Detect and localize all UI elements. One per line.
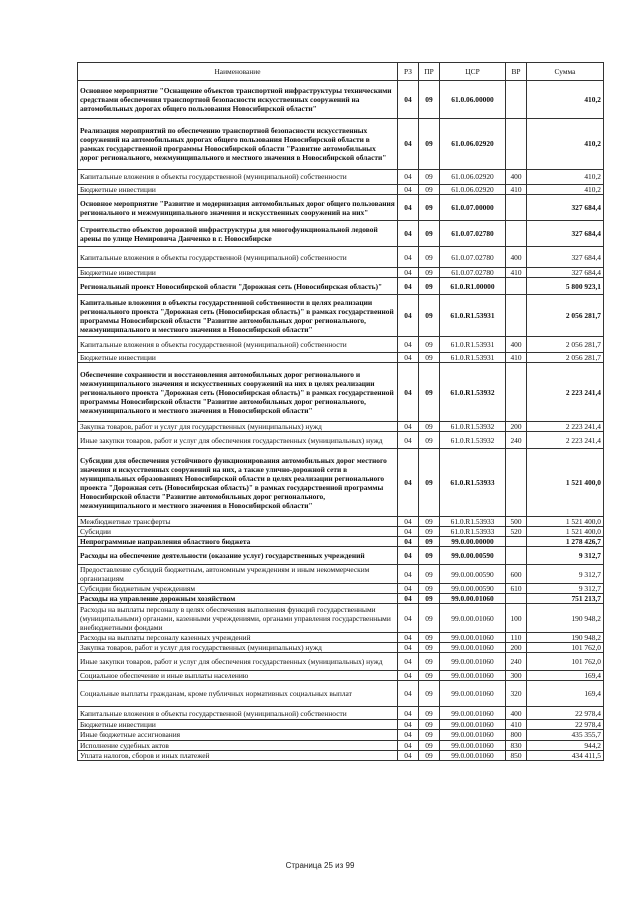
row-rz: 04: [398, 707, 419, 720]
row-csr: 61.0.07.02780: [440, 247, 506, 268]
row-csr: 99.0.00.00590: [440, 584, 506, 594]
table-row: [78, 527, 604, 537]
row-rz: 04: [398, 750, 419, 760]
row-csr: 61.0.R1.53931: [440, 337, 506, 353]
row-rz: 04: [398, 720, 419, 730]
table-row: [78, 633, 604, 643]
row-vr: 410: [506, 720, 527, 730]
row-rz: 04: [398, 185, 419, 195]
row-name: Капитальные вложения в объекты государственной (муниципальной) собственности: [78, 707, 398, 720]
row-sum: 434 411,5: [527, 750, 604, 760]
row-vr: 400: [506, 707, 527, 720]
row-sum: 410,2: [527, 81, 604, 119]
row-csr: 61.0.R1.53931: [440, 295, 506, 337]
row-sum: 22 978,4: [527, 707, 604, 720]
row-pr: 09: [419, 565, 440, 584]
row-pr: 09: [419, 681, 440, 707]
row-name: Расходы на выплаты персоналу в целях обеспечения выполнения функций государственными (муниципальными) органами, казенными учреждениями, органами управления государственными внебюджетными фондами: [78, 604, 398, 633]
row-csr: 99.0.00.01060: [440, 643, 506, 653]
row-vr: 200: [506, 422, 527, 432]
row-rz: 04: [398, 195, 419, 221]
table-row: [78, 671, 604, 681]
row-rz: 04: [398, 537, 419, 547]
row-name: Иные закупки товаров, работ и услуг для обеспечения государственных (муниципальных) нужд: [78, 432, 398, 449]
row-pr: 09: [419, 195, 440, 221]
table-row: [78, 643, 604, 653]
table-row: [78, 185, 604, 195]
row-vr: [506, 295, 527, 337]
row-vr: [506, 449, 527, 517]
row-name: Иные бюджетные ассигнования: [78, 730, 398, 740]
row-sum: 101 762,0: [527, 643, 604, 653]
row-sum: 101 762,0: [527, 653, 604, 671]
row-vr: 410: [506, 353, 527, 363]
row-sum: 190 948,2: [527, 604, 604, 633]
row-name: Капитальные вложения в объекты государственной (муниципальной) собственности: [78, 337, 398, 353]
row-pr: 09: [419, 363, 440, 422]
row-rz: 04: [398, 432, 419, 449]
row-rz: 04: [398, 81, 419, 119]
row-name: Капитальные вложения в объекты государственной (муниципальной) собственности: [78, 170, 398, 185]
row-sum: 1 521 400,0: [527, 527, 604, 537]
row-name: Бюджетные инвестиции: [78, 185, 398, 195]
row-pr: 09: [419, 584, 440, 594]
table-row: [78, 537, 604, 547]
row-vr: [506, 547, 527, 565]
row-vr: 410: [506, 268, 527, 278]
row-pr: 09: [419, 517, 440, 527]
row-pr: 09: [419, 547, 440, 565]
row-pr: 09: [419, 671, 440, 681]
table-row: [78, 170, 604, 185]
row-name: Закупка товаров, работ и услуг для государственных (муниципальных) нужд: [78, 643, 398, 653]
header-rz: РЗ: [398, 63, 419, 81]
row-name: Уплата налогов, сборов и иных платежей: [78, 750, 398, 760]
row-vr: [506, 221, 527, 247]
row-name: Капитальные вложения в объекты государственной (муниципальной) собственности: [78, 247, 398, 268]
row-sum: 1 521 400,0: [527, 449, 604, 517]
row-rz: 04: [398, 278, 419, 295]
row-pr: 09: [419, 185, 440, 195]
row-pr: 09: [419, 247, 440, 268]
row-pr: 09: [419, 707, 440, 720]
row-rz: 04: [398, 671, 419, 681]
row-sum: 1 521 400,0: [527, 517, 604, 527]
row-pr: 09: [419, 353, 440, 363]
table-row: [78, 119, 604, 170]
row-rz: 04: [398, 594, 419, 604]
row-csr: 61.0.06.02920: [440, 185, 506, 195]
table-row: [78, 584, 604, 594]
table-row: [78, 740, 604, 750]
row-name: Субсидии для обеспечения устойчивого функционирования автомобильных дорог местного значения и искусственных сооружений на них, а также улично-дорожной сети в муниципальных образованиях Новосибирской области в целях реализации регионального проекта "Дорожная сеть (Новосибирская область)" в рамках государственной программы Новосибирской области "Развитие автомобильных дорог регионального, межмуниципального и местного значения в Новосибирской области": [78, 449, 398, 517]
row-sum: 22 978,4: [527, 720, 604, 730]
table-row: [78, 681, 604, 707]
row-csr: 61.0.07.02780: [440, 268, 506, 278]
row-csr: 99.0.00.01060: [440, 653, 506, 671]
table-row: [78, 195, 604, 221]
table-row: [78, 750, 604, 760]
row-sum: 410,2: [527, 119, 604, 170]
row-sum: 9 312,7: [527, 547, 604, 565]
row-csr: 61.0.06.02920: [440, 170, 506, 185]
row-csr: 99.0.00.00590: [440, 547, 506, 565]
row-csr: 99.0.00.01060: [440, 740, 506, 750]
row-rz: 04: [398, 730, 419, 740]
row-vr: 100: [506, 604, 527, 633]
row-csr: 61.0.R1.53933: [440, 527, 506, 537]
row-rz: 04: [398, 119, 419, 170]
table-row: [78, 353, 604, 363]
row-csr: 61.0.R1.53932: [440, 432, 506, 449]
row-sum: 2 056 281,7: [527, 295, 604, 337]
row-rz: 04: [398, 633, 419, 643]
row-name: Социальное обеспечение и иные выплаты населению: [78, 671, 398, 681]
row-sum: 2 056 281,7: [527, 353, 604, 363]
row-name: Предоставление субсидий бюджетным, автономным учреждениям и иным некоммерческим организациям: [78, 565, 398, 584]
row-vr: [506, 537, 527, 547]
row-vr: 300: [506, 671, 527, 681]
table-row: [78, 720, 604, 730]
row-name: Бюджетные инвестиции: [78, 353, 398, 363]
row-name: Иные закупки товаров, работ и услуг для обеспечения государственных (муниципальных) нужд: [78, 653, 398, 671]
row-csr: 61.0.06.00000: [440, 81, 506, 119]
row-pr: 09: [419, 449, 440, 517]
header-name: Наименование: [78, 63, 398, 81]
row-rz: 04: [398, 643, 419, 653]
row-csr: 99.0.00.01060: [440, 594, 506, 604]
budget-table: [77, 62, 604, 761]
row-name: Расходы на выплаты персоналу казенных учреждений: [78, 633, 398, 643]
row-rz: 04: [398, 268, 419, 278]
row-vr: [506, 195, 527, 221]
row-rz: 04: [398, 170, 419, 185]
table-row: [78, 432, 604, 449]
row-rz: 04: [398, 604, 419, 633]
row-rz: 04: [398, 681, 419, 707]
row-csr: 99.0.00.00000: [440, 537, 506, 547]
row-csr: 99.0.00.01060: [440, 707, 506, 720]
row-pr: 09: [419, 730, 440, 740]
row-vr: 600: [506, 565, 527, 584]
row-pr: 09: [419, 537, 440, 547]
row-name: Обеспечение сохранности и восстановления автомобильных дорог регионального и межмуниципального значения и искусственных сооружений на них в целях реализации регионального проекта "Дорожная сеть (Новосибирская область)" в рамках государственной программы Новосибирской области "Развитие автомобильных дорог регионального, межмуниципального и местного значения в Новосибирской области": [78, 363, 398, 422]
row-vr: 850: [506, 750, 527, 760]
header-csr: ЦСР: [440, 63, 506, 81]
row-csr: 61.0.R1.53932: [440, 422, 506, 432]
row-csr: 61.0.R1.53932: [440, 363, 506, 422]
row-sum: 327 684,4: [527, 247, 604, 268]
row-name: Субсидии бюджетным учреждениям: [78, 584, 398, 594]
table-row: [78, 422, 604, 432]
row-rz: 04: [398, 337, 419, 353]
row-rz: 04: [398, 527, 419, 537]
row-pr: 09: [419, 653, 440, 671]
row-sum: 944,2: [527, 740, 604, 750]
table-row: [78, 268, 604, 278]
row-vr: 800: [506, 730, 527, 740]
header-vr: ВР: [506, 63, 527, 81]
row-pr: 09: [419, 295, 440, 337]
row-rz: 04: [398, 247, 419, 268]
row-name: Бюджетные инвестиции: [78, 720, 398, 730]
row-name: Расходы на управление дорожным хозяйством: [78, 594, 398, 604]
row-sum: 410,2: [527, 185, 604, 195]
row-csr: 61.0.07.00000: [440, 195, 506, 221]
row-pr: 09: [419, 422, 440, 432]
row-pr: 09: [419, 278, 440, 295]
row-csr: 99.0.00.01060: [440, 633, 506, 643]
row-vr: 610: [506, 584, 527, 594]
row-csr: 61.0.R1.53931: [440, 353, 506, 363]
row-pr: 09: [419, 337, 440, 353]
row-pr: 09: [419, 527, 440, 537]
row-pr: 09: [419, 221, 440, 247]
row-pr: 09: [419, 594, 440, 604]
row-sum: 410,2: [527, 170, 604, 185]
table-row: [78, 363, 604, 422]
row-csr: 61.0.R1.53933: [440, 517, 506, 527]
row-vr: 400: [506, 170, 527, 185]
table-row: [78, 604, 604, 633]
table-row: [78, 337, 604, 353]
row-vr: 200: [506, 643, 527, 653]
row-name: Субсидии: [78, 527, 398, 537]
row-vr: [506, 278, 527, 295]
row-csr: 99.0.00.01060: [440, 750, 506, 760]
row-name: Закупка товаров, работ и услуг для государственных (муниципальных) нужд: [78, 422, 398, 432]
row-sum: 169,4: [527, 671, 604, 681]
table-row: [78, 278, 604, 295]
row-name: Реализация мероприятий по обеспечению транспортной безопасности искусственных сооружений на автомобильных дорогах общего пользования Новосибирской области в рамках государственной программы Новосибирской области "Развитие автомобильных дорог регионального, межмуниципального и местного значения в Новосибирской области": [78, 119, 398, 170]
row-csr: 99.0.00.01060: [440, 681, 506, 707]
row-vr: 320: [506, 681, 527, 707]
row-sum: 327 684,4: [527, 268, 604, 278]
table-row: [78, 221, 604, 247]
row-pr: 09: [419, 268, 440, 278]
row-rz: 04: [398, 449, 419, 517]
row-name: Бюджетные инвестиции: [78, 268, 398, 278]
row-name: Межбюджетные трансферты: [78, 517, 398, 527]
row-vr: 500: [506, 517, 527, 527]
row-name: Строительство объектов дорожной инфраструктуры для многофункциональной ледовой арены по улице Немировича Данченко в г. Новосибирске: [78, 221, 398, 247]
row-name: Основное мероприятие "Оснащение объектов транспортной инфраструктуры техническими средствами обеспечения транспортной безопасности искусственных сооружений на автомобильных дорогах общего пользования Новосибирской области": [78, 81, 398, 119]
row-sum: 5 800 923,1: [527, 278, 604, 295]
row-vr: 400: [506, 247, 527, 268]
row-name: Региональный проект Новосибирской области "Дорожная сеть (Новосибирская область)": [78, 278, 398, 295]
row-pr: 09: [419, 750, 440, 760]
row-sum: 9 312,7: [527, 584, 604, 594]
row-rz: 04: [398, 653, 419, 671]
table-row: [78, 295, 604, 337]
row-vr: 410: [506, 185, 527, 195]
row-sum: 2 223 241,4: [527, 432, 604, 449]
row-pr: 09: [419, 720, 440, 730]
row-name: Исполнение судебных актов: [78, 740, 398, 750]
row-sum: 2 223 241,4: [527, 422, 604, 432]
page-number: Страница 25 из 99: [285, 861, 355, 870]
row-sum: 327 684,4: [527, 195, 604, 221]
row-csr: 99.0.00.01060: [440, 730, 506, 740]
row-pr: 09: [419, 170, 440, 185]
row-name: Расходы на обеспечение деятельности (оказание услуг) государственных учреждений: [78, 547, 398, 565]
row-vr: [506, 119, 527, 170]
row-sum: 751 213,7: [527, 594, 604, 604]
row-csr: 99.0.00.00590: [440, 565, 506, 584]
row-rz: 04: [398, 740, 419, 750]
header-sum: Сумма: [527, 63, 604, 81]
row-sum: 190 948,2: [527, 633, 604, 643]
row-rz: 04: [398, 363, 419, 422]
row-rz: 04: [398, 221, 419, 247]
table-row: [78, 81, 604, 119]
table-row: [78, 449, 604, 517]
row-pr: 09: [419, 604, 440, 633]
row-csr: 99.0.00.01060: [440, 604, 506, 633]
row-vr: 110: [506, 633, 527, 643]
row-sum: 9 312,7: [527, 565, 604, 584]
table-row: [78, 247, 604, 268]
row-vr: [506, 594, 527, 604]
row-csr: 61.0.R1.00000: [440, 278, 506, 295]
row-sum: 327 684,4: [527, 221, 604, 247]
table-row: [78, 594, 604, 604]
table-row: [78, 707, 604, 720]
row-csr: 61.0.07.02780: [440, 221, 506, 247]
header-pr: ПР: [419, 63, 440, 81]
row-vr: [506, 363, 527, 422]
table-body: [78, 81, 604, 761]
row-vr: [506, 81, 527, 119]
row-rz: 04: [398, 565, 419, 584]
row-sum: 1 278 426,7: [527, 537, 604, 547]
row-vr: 520: [506, 527, 527, 537]
row-csr: 99.0.00.01060: [440, 671, 506, 681]
table-row: [78, 565, 604, 584]
row-name: Капитальные вложения в объекты государственной собственности в целях реализации регионального проекта "Дорожная сеть (Новосибирская область)" в рамках государственной программы Новосибирской области "Развитие автомобильных дорог регионального, межмуниципального и местного значения в Новосибирской области": [78, 295, 398, 337]
row-csr: 99.0.00.01060: [440, 720, 506, 730]
row-pr: 09: [419, 119, 440, 170]
table-row: [78, 547, 604, 565]
row-rz: 04: [398, 295, 419, 337]
row-pr: 09: [419, 740, 440, 750]
table-header-row: [78, 63, 604, 81]
row-pr: 09: [419, 643, 440, 653]
row-vr: 400: [506, 337, 527, 353]
row-vr: 830: [506, 740, 527, 750]
row-name: Основное мероприятие "Развитие и модернизация автомобильных дорог общего пользования регионального и межмуниципального значения и искусственных сооружений на них": [78, 195, 398, 221]
row-rz: 04: [398, 422, 419, 432]
row-pr: 09: [419, 432, 440, 449]
row-csr: 61.0.R1.53933: [440, 449, 506, 517]
row-vr: 240: [506, 653, 527, 671]
table-row: [78, 517, 604, 527]
row-rz: 04: [398, 584, 419, 594]
row-sum: 435 355,7: [527, 730, 604, 740]
row-rz: 04: [398, 353, 419, 363]
row-name: Непрограммные направления областного бюджета: [78, 537, 398, 547]
row-sum: 2 056 281,7: [527, 337, 604, 353]
row-csr: 61.0.06.02920: [440, 119, 506, 170]
row-pr: 09: [419, 81, 440, 119]
row-vr: 240: [506, 432, 527, 449]
row-sum: 2 223 241,4: [527, 363, 604, 422]
table-row: [78, 653, 604, 671]
row-name: Социальные выплаты гражданам, кроме публичных нормативных социальных выплат: [78, 681, 398, 707]
table-row: [78, 730, 604, 740]
row-sum: 169,4: [527, 681, 604, 707]
row-rz: 04: [398, 547, 419, 565]
row-rz: 04: [398, 517, 419, 527]
row-pr: 09: [419, 633, 440, 643]
